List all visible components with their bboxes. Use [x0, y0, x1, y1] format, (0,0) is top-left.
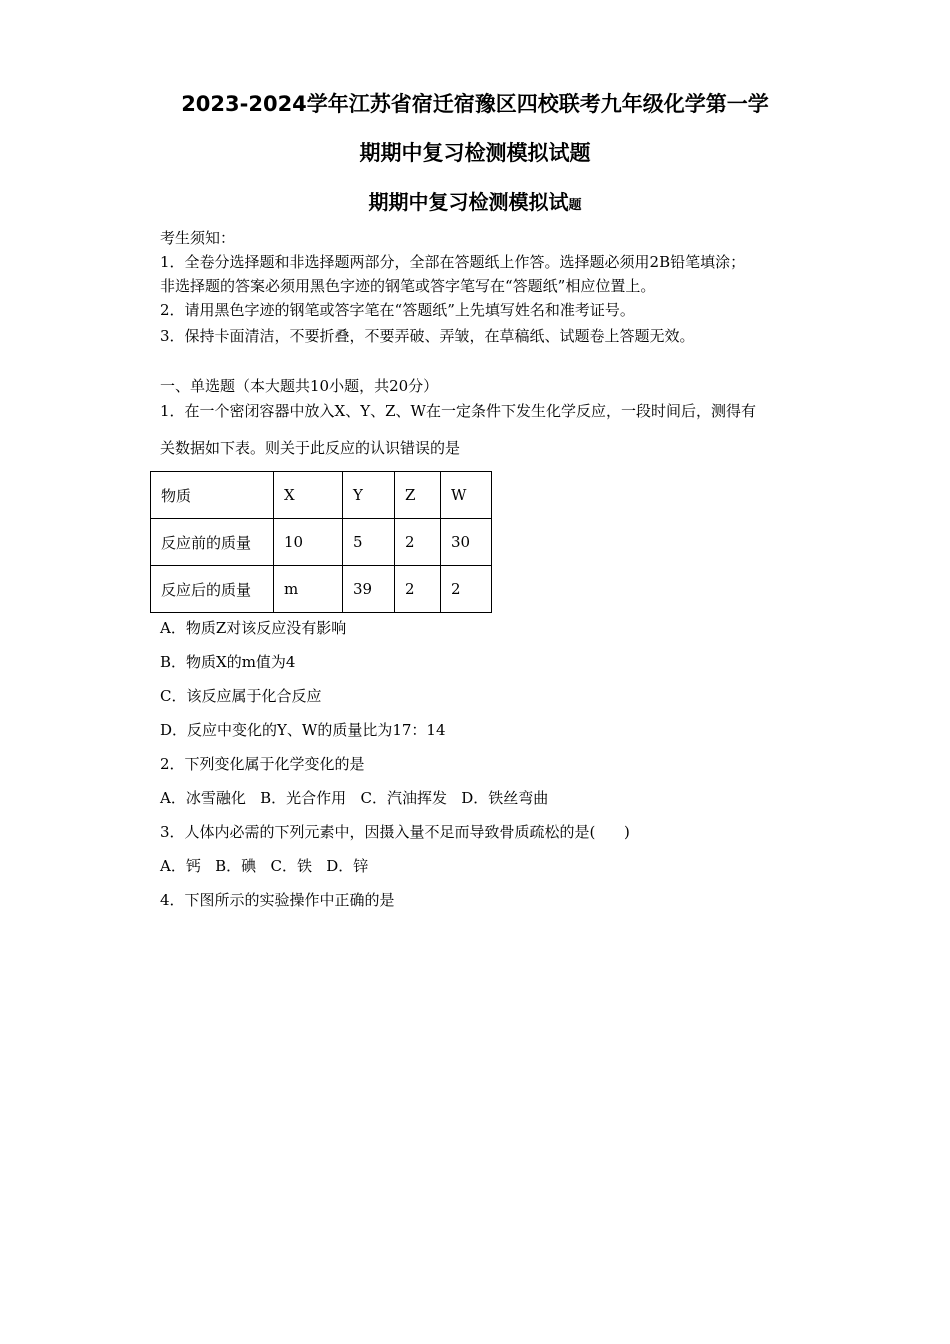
notice-item-1: 1．全卷分选择题和非选择题两部分，全部在答题纸上作答。选择题必须用2B铅笔填涂； [160, 253, 746, 271]
q1-data-table [150, 471, 492, 613]
table-cell: m [274, 566, 343, 613]
q1-option-c: C．该反应属于化合反应 [160, 687, 322, 705]
q1-stem-line-1: 1．在一个密闭容器中放入X、Y、Z、W在一定条件下发生化学反应，一段时间后，测得有 [160, 402, 756, 420]
notice-item-2: 2．请用黑色字迹的钢笔或答字笔在“答题纸”上先填写姓名和准考证号。 [160, 301, 635, 319]
table-cell: Z [395, 472, 441, 519]
table-cell: 物质 [151, 472, 274, 519]
q1-option-b: B．物质X的m值为4 [160, 653, 296, 671]
table-cell: W [441, 472, 492, 519]
q2-options: A．冰雪融化 B．光合作用 C．汽油挥发 D．铁丝弯曲 [160, 789, 549, 807]
title-line-3-small: 题 [568, 198, 582, 213]
q3-stem: 3．人体内必需的下列元素中，因摄入量不足而导致骨质疏松的是( ) [160, 823, 630, 841]
notice-item-1-cont: 非选择题的答案必须用黑色字迹的钢笔或答字笔写在“答题纸”相应位置上。 [160, 277, 656, 295]
table-cell: X [274, 472, 343, 519]
table-cell: 5 [343, 519, 395, 566]
table-cell: 2 [395, 519, 441, 566]
notice-heading: 考生须知： [160, 229, 236, 247]
table-cell: 30 [441, 519, 492, 566]
notice-item-3: 3．保持卡面清洁，不要折叠，不要弄破、弄皱，在草稿纸、试题卷上答题无效。 [160, 327, 695, 345]
table-row [151, 566, 492, 613]
table-cell: 2 [441, 566, 492, 613]
q1-option-d: D．反应中变化的Y、W的质量比为17：14 [160, 721, 446, 739]
q1-stem-line-2: 关数据如下表。则关于此反应的认识错误的是 [160, 439, 461, 457]
table-cell: 反应前的质量 [151, 519, 274, 566]
section-heading: 一、单选题（本大题共10小题，共20分） [160, 377, 439, 395]
title-line-3-main: 期期中复习检测模拟试 [368, 190, 569, 214]
title-line-3 [0, 186, 950, 215]
q1-option-a: A．物质Z对该反应没有影响 [160, 619, 347, 637]
q3-options: A．钙 B．碘 C．铁 D．锌 [160, 857, 369, 875]
title-line-1: 2023-2024学年江苏省宿迁宿豫区四校联考九年级化学第一学 [181, 92, 769, 116]
table-header-row [151, 472, 492, 519]
table-cell: 2 [395, 566, 441, 613]
q4-stem: 4．下图所示的实验操作中正确的是 [160, 891, 395, 909]
table-cell: 反应后的质量 [151, 566, 274, 613]
table-cell: 10 [274, 519, 343, 566]
q2-stem: 2．下列变化属于化学变化的是 [160, 755, 365, 773]
table-row [151, 519, 492, 566]
table-cell: 39 [343, 566, 395, 613]
table-cell: Y [343, 472, 395, 519]
title-line-2: 期期中复习检测模拟试题 [359, 141, 591, 165]
